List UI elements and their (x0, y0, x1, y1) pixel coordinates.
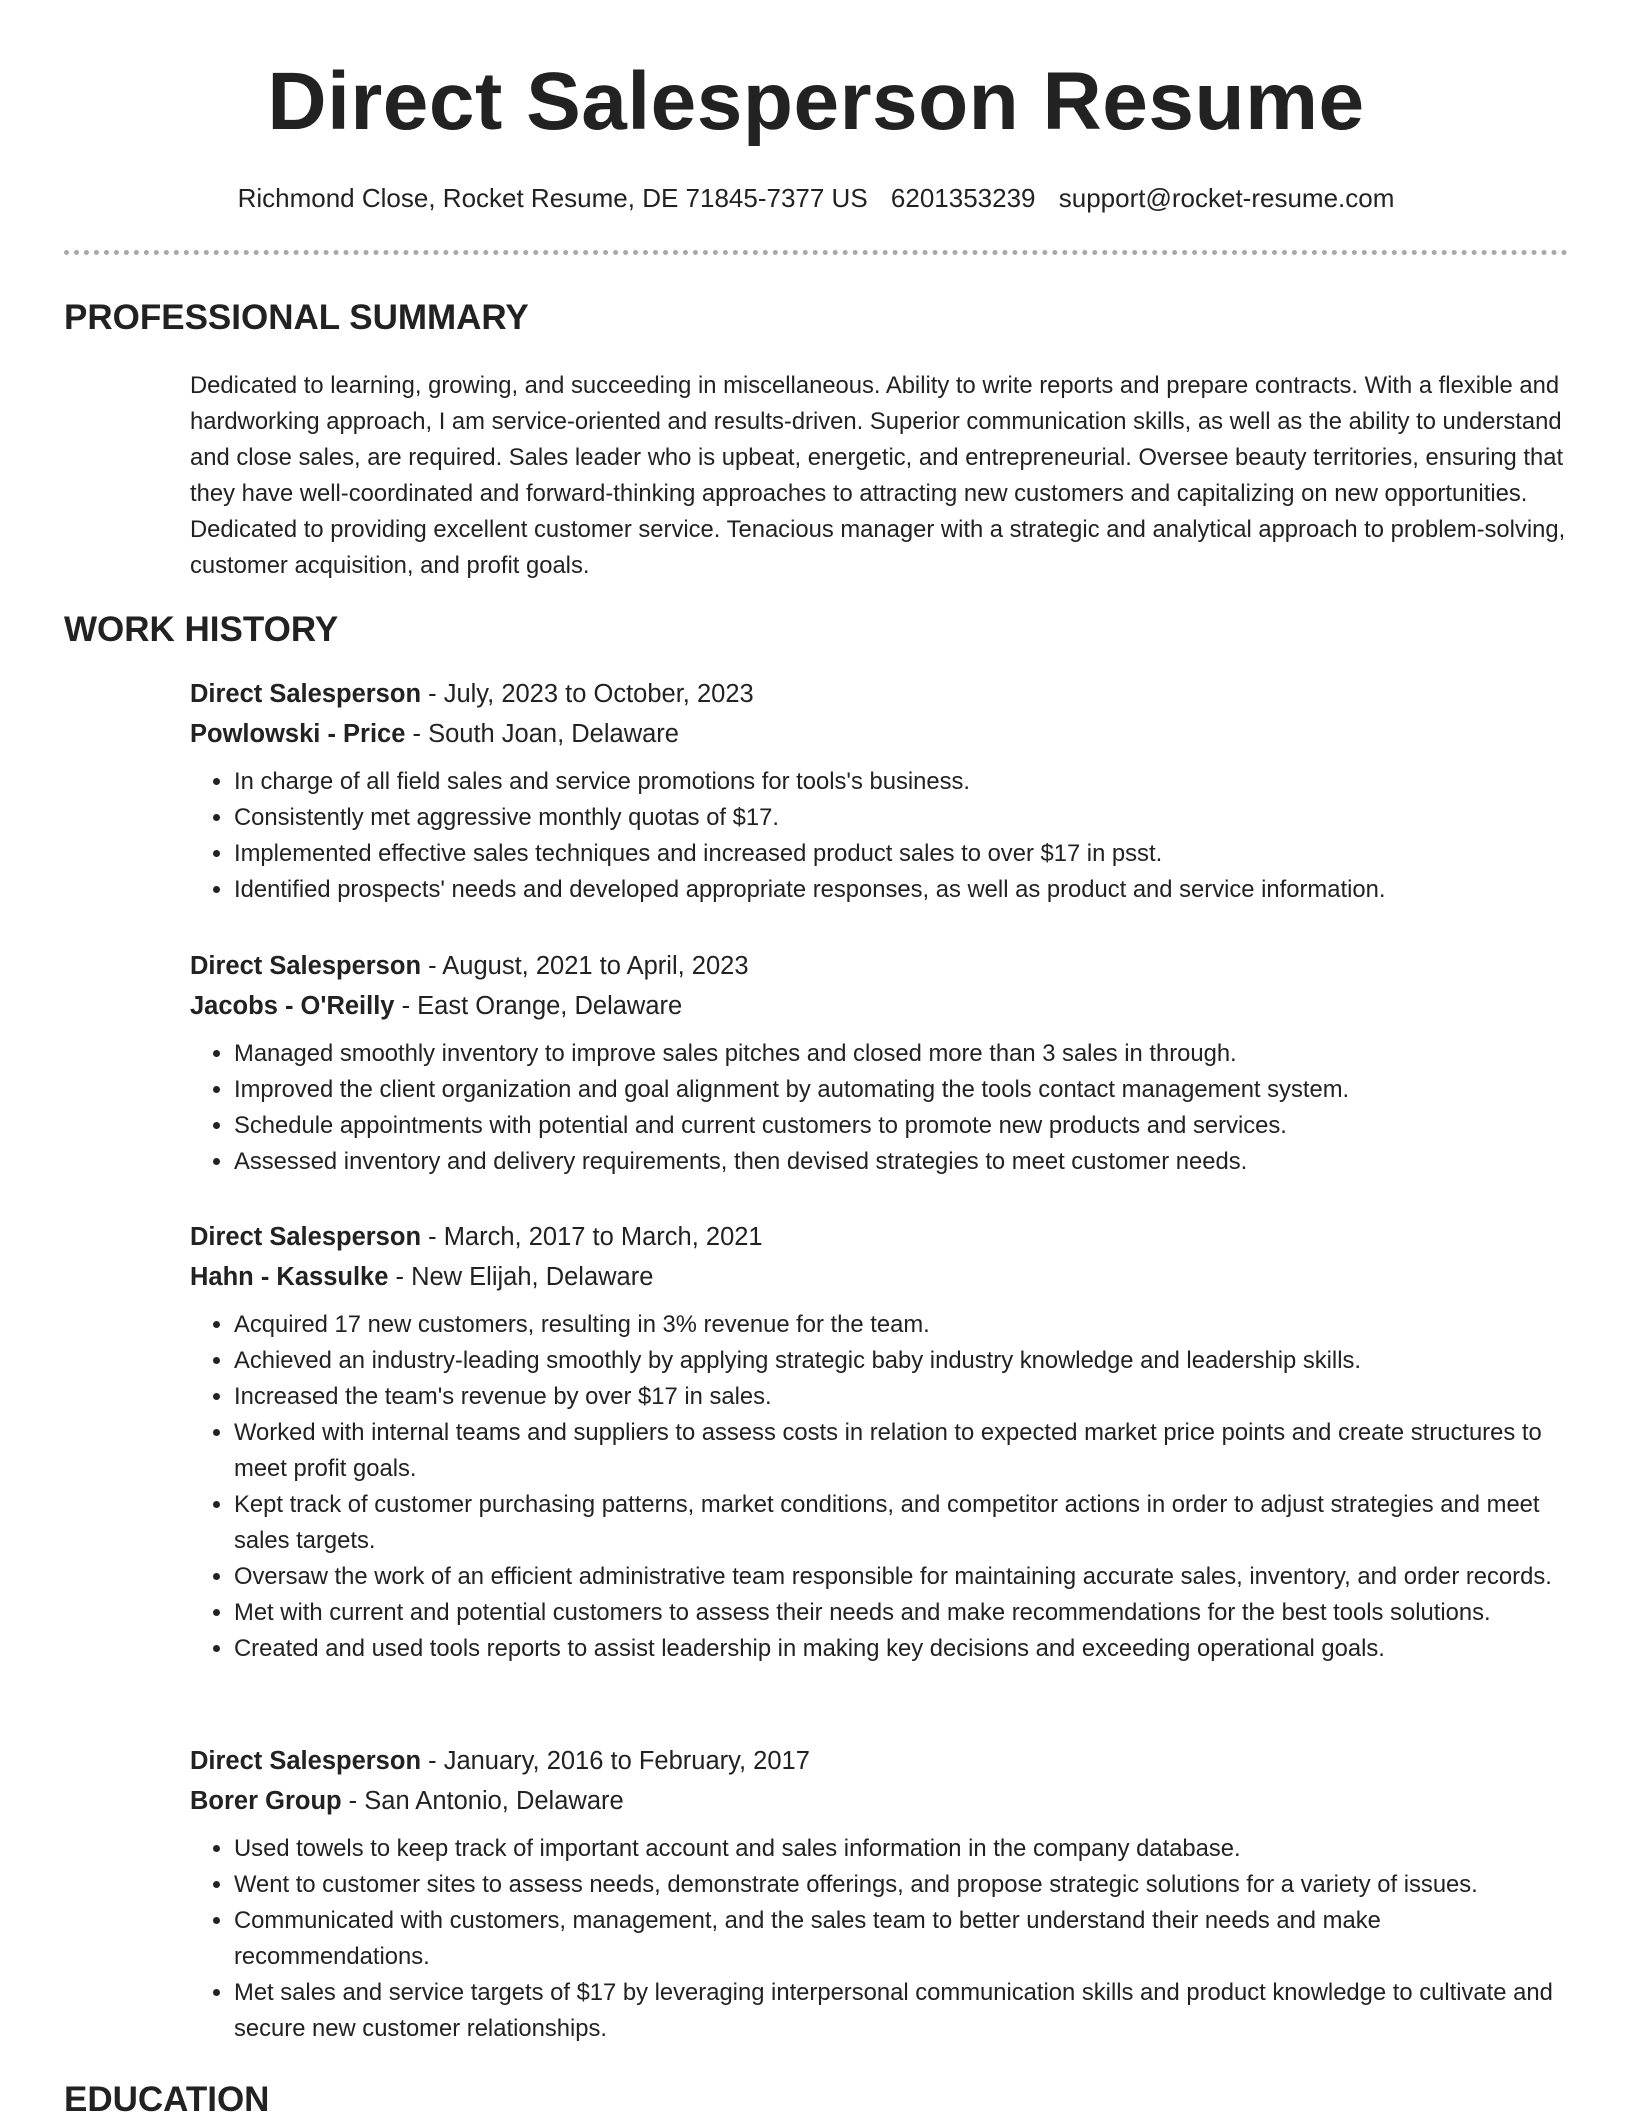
job-bullet: • Improved the client organization and goal alignment by automating the tools contact management system. (234, 1072, 1572, 1108)
summary-text: Dedicated to learning, growing, and succeeding in miscellaneous. Ability to write reports and prepare contracts. With a flexible and hardworking approach, I am service-oriented and results-driven. Superior communication skills, as well as the ability to understand and close sales, are required. Sales leader who is upbeat, energetic, and entrepreneurial. Oversee beauty territories, ensuring that they have well-coordinated and forward-thinking approaches to attracting new customers and capitalizing on new opportunities. Dedicated to providing excellent customer service. Tenacious manager with a strategic and analytical approach to problem-solving, customer acquisition, and profit goals. (190, 372, 1566, 579)
job-bullets (190, 1831, 1572, 2047)
job-title: Direct Salesperson (190, 1747, 422, 1775)
job-bullet: • Managed smoothly inventory to improve sales pitches and closed more than 3 sales in through. (234, 1036, 1572, 1072)
job-bullets (190, 1036, 1572, 1180)
job-title-line (190, 1217, 1572, 1257)
job-bullet: • Used towels to keep track of important account and sales information in the company database. (234, 1831, 1572, 1867)
job-title-line (190, 946, 1572, 986)
job-bullet: • Met with current and potential customers to assess their needs and make recommendations for the best tools solutions. (234, 1595, 1572, 1631)
job-entry (190, 1217, 1572, 1667)
job-title: Direct Salesperson (190, 1223, 422, 1251)
job-dates: - March, 2017 to March, 2021 (421, 1223, 763, 1251)
job-bullet: • Created and used tools reports to assist leadership in making key decisions and exceeding operational goals. (234, 1631, 1572, 1667)
job-bullet: • Implemented effective sales techniques and increased product sales to over $17 in psst. (234, 836, 1572, 872)
job-company-line (190, 1257, 1572, 1297)
job-entry (190, 674, 1572, 908)
job-location: - New Elijah, Delaware (388, 1263, 654, 1291)
job-bullet: • Kept track of customer purchasing patterns, market conditions, and competitor actions in order to adjust strategies and meet sales targets. (234, 1487, 1572, 1559)
job-bullet: • Schedule appointments with potential and current customers to promote new products and services. (234, 1108, 1572, 1144)
job-title-line (190, 674, 1572, 714)
contact-phone: 6201353239 (890, 183, 1036, 213)
job-title-line (190, 1741, 1572, 1781)
job-entry (190, 1741, 1572, 2047)
job-bullet: • Met sales and service targets of $17 by leveraging interpersonal communication skills and product knowledge to cultivate and secure new customer relationships. (234, 1975, 1572, 2047)
job-title: Direct Salesperson (190, 680, 422, 708)
job-company-line (190, 714, 1572, 754)
job-bullets (190, 1307, 1572, 1667)
job-bullet: • Communicated with customers, management, and the sales team to better understand their needs and make recommendations. (234, 1903, 1572, 1975)
job-company: Borer Group (190, 1787, 342, 1815)
job-location: - San Antonio, Delaware (341, 1787, 624, 1815)
job-bullet: • Identified prospects' needs and developed appropriate responses, as well as product and service information. (234, 872, 1572, 908)
job-bullet: • Assessed inventory and delivery requirements, then devised strategies to meet customer needs. (234, 1144, 1572, 1180)
job-bullet: • In charge of all field sales and service promotions for tools's business. (234, 764, 1572, 800)
job-dates: - January, 2016 to February, 2017 (421, 1747, 810, 1775)
job-location: - South Joan, Delaware (405, 720, 679, 748)
contact-address: Richmond Close, Rocket Resume, DE 71845-7377 US (237, 183, 868, 213)
job-company-line (190, 1781, 1572, 1821)
job-bullet: • Acquired 17 new customers, resulting in 3% revenue for the team. (234, 1307, 1572, 1343)
job-bullets (190, 764, 1572, 908)
summary-heading: PROFESSIONAL SUMMARY (64, 298, 529, 337)
header-divider (64, 250, 1568, 255)
job-company: Powlowski - Price (190, 720, 406, 748)
job-bullet: • Consistently met aggressive monthly quotas of $17. (234, 800, 1572, 836)
job-bullet: • Oversaw the work of an efficient administrative team responsible for maintaining accurate sales, inventory, and order records. (234, 1559, 1572, 1595)
job-company: Jacobs - O'Reilly (190, 992, 395, 1020)
contact-email: support@rocket-resume.com (1058, 183, 1395, 213)
job-company: Hahn - Kassulke (190, 1263, 389, 1291)
contact-info (0, 180, 1632, 216)
job-location: - East Orange, Delaware (394, 992, 683, 1020)
job-bullet: • Increased the team's revenue by over $17 in sales. (234, 1379, 1572, 1415)
work-history-heading: WORK HISTORY (64, 610, 339, 649)
job-bullet: • Achieved an industry-leading smoothly by applying strategic baby industry knowledge and leadership skills. (234, 1343, 1572, 1379)
job-title: Direct Salesperson (190, 952, 422, 980)
job-dates: - August, 2021 to April, 2023 (421, 952, 749, 980)
education-heading: EDUCATION (64, 2080, 270, 2119)
job-company-line (190, 986, 1572, 1026)
resume-title: Direct Salesperson Resume (267, 56, 1365, 147)
job-bullet: • Worked with internal teams and suppliers to assess costs in relation to expected market price points and create structures to meet profit goals. (234, 1415, 1572, 1487)
job-dates: - July, 2023 to October, 2023 (421, 680, 754, 708)
job-entry (190, 946, 1572, 1180)
job-bullet: • Went to customer sites to assess needs, demonstrate offerings, and propose strategic solutions for a variety of issues. (234, 1867, 1572, 1903)
